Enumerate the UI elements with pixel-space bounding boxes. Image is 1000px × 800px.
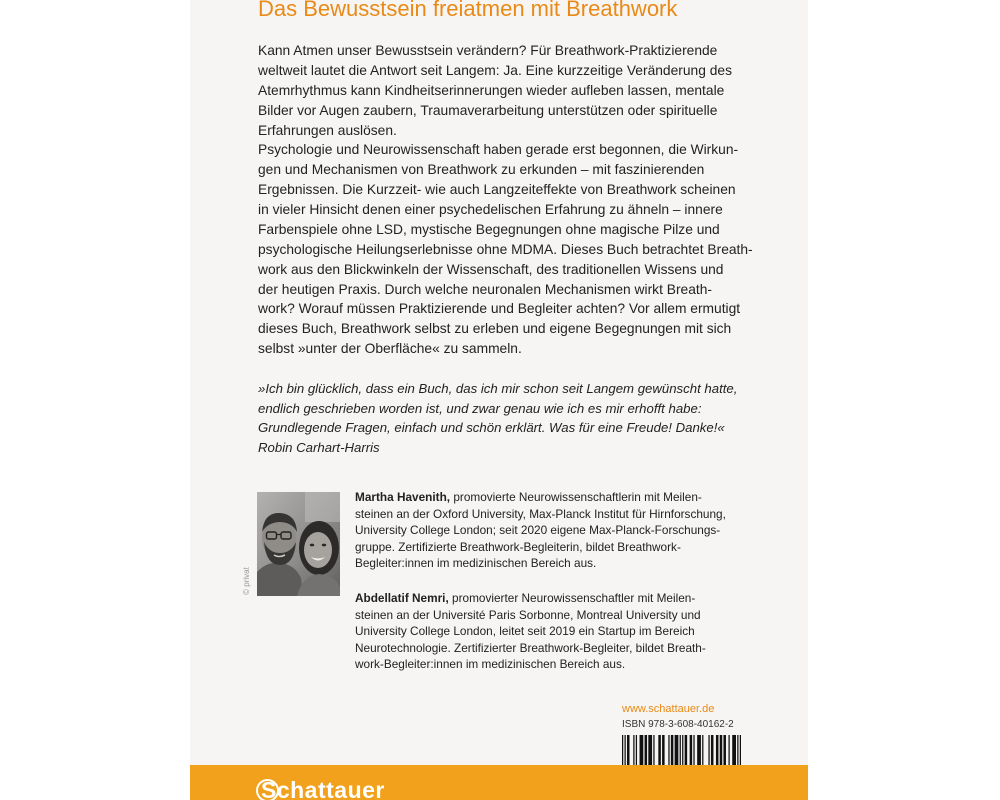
bio-line: Begleiter:innen im medizinischen Bereich aus.	[355, 556, 597, 570]
bio-line: University College London; seit 2020 eigene Max-Planck-Forschungs-	[355, 523, 721, 537]
bio-line: University College London, leitet seit 2019 ein Startup im Bereich	[355, 624, 695, 638]
publisher-website: www.schattauer.de	[622, 703, 715, 715]
description-line: Bilder vor Augen zaubern, Traumaverarbeitung unterstützen oder spirituelle	[258, 102, 718, 118]
barcode-bar	[740, 735, 741, 769]
description-line: psychologische Heilungserlebnisse ohne MDMA. Dieses Buch betrachtet Breath-	[258, 241, 753, 257]
photo-credit: © privat	[242, 567, 251, 595]
description-line: der heutigen Praxis. Durch welche neuronalen Mechanismen wirkt Breath-	[258, 281, 712, 297]
quote-line: endlich geschrieben worden ist, und zwar genau wie ich es mir erhofft habe:	[258, 400, 702, 416]
description-line: work? Worauf müssen Praktizierende und Begleiter achten? Vor allem ermutigt	[258, 301, 741, 317]
author-bio	[355, 590, 706, 673]
description-line: gen und Mechanismen von Breathwork zu erkunden – mit faszinierenden	[258, 162, 705, 178]
barcode-bar	[697, 735, 701, 769]
barcode-bar	[636, 735, 637, 769]
barcode-bar	[737, 735, 738, 769]
book-back-cover	[190, 0, 808, 800]
barcode-bar	[732, 735, 736, 769]
bio-line: steinen an der Université Paris Sorbonne, Montreal University und	[355, 607, 701, 622]
book-description	[258, 41, 753, 359]
barcode-bar	[645, 735, 648, 769]
barcode-bar	[633, 735, 634, 769]
barcode-bar	[720, 735, 723, 769]
book-title: Das Bewusstsein freiatmen mit Breathwork	[258, 0, 678, 21]
barcode-bar	[723, 735, 726, 769]
author-photo	[257, 492, 340, 596]
bio-text: promovierte Neurowissenschaftlerin mit Meilen-	[453, 490, 702, 504]
barcode-bar	[680, 735, 681, 769]
barcode-bar	[685, 735, 688, 769]
bio-line: gruppe. Zertifizierte Breathwork-Begleiterin, bildet Breathwork-	[355, 539, 681, 554]
publisher-logo: Schattauer	[261, 777, 385, 800]
description-line: work aus den Blickwinkeln der Wissenschaft, des traditionellen Wissens und	[258, 261, 724, 277]
barcode-bar	[653, 735, 654, 769]
barcode-bar	[690, 735, 693, 769]
barcode-bar	[682, 735, 683, 769]
author-name: Abdellatif Nemri,	[355, 591, 449, 605]
isbn-number: ISBN 978-3-608-40162-2	[622, 719, 734, 730]
barcode-bar	[702, 735, 703, 769]
description-line: Farbenspiele ohne LSD, mystische Begegnungen ohne magische Pilze und	[258, 221, 720, 237]
description-line: selbst »unter der Oberfläche« zu sammeln.	[258, 341, 522, 357]
quote-author: Robin Carhart-Harris	[258, 440, 380, 456]
description-line: Psychologie und Neurowissenschaft haben gerade erst begonnen, die Wirkun-	[258, 142, 739, 158]
quote-line: Grundlegende Fragen, einfach und schön erklärt. Was für eine Freude! Danke!«	[258, 420, 725, 436]
description-line: Ergebnissen. Die Kurzzeit- wie auch Langzeiteffekte von Breathwork scheinen	[258, 182, 736, 198]
description-line: Atemrhythmus kann Kindheitserinnerungen wieder aufleben lassen, mentale	[258, 82, 725, 98]
description-line: dieses Buch, Breathwork selbst zu erleben und eigene Begegnungen mit sich	[258, 321, 732, 337]
bio-line	[355, 590, 706, 607]
barcode-bar	[711, 735, 714, 769]
barcode	[622, 735, 741, 769]
publisher-band	[190, 765, 808, 800]
barcode-bar	[662, 735, 665, 769]
barcode-bar	[675, 735, 679, 769]
bio-line	[355, 489, 726, 506]
barcode-bar	[640, 735, 644, 769]
author-name: Martha Havenith,	[355, 490, 451, 504]
testimonial-quote	[258, 379, 737, 458]
quote-line: »Ich bin glücklich, dass ein Buch, das ich mir schon seit Langem gewünscht hatte,	[258, 381, 738, 396]
description-line: Kann Atmen unser Bewusstsein verändern? Für Breathwork-Praktizierende	[258, 43, 718, 58]
barcode-bar	[648, 735, 652, 769]
barcode-bar	[622, 735, 623, 769]
author-bio	[355, 489, 726, 572]
barcode-bar	[658, 735, 661, 769]
barcode-bar	[668, 735, 669, 769]
barcode-bar	[625, 735, 626, 769]
barcode-bar	[671, 735, 674, 769]
bio-line: work-Begleiter:innen im medizinischen Bereich aus.	[355, 657, 626, 671]
barcode-bar	[708, 735, 709, 769]
bio-text: promovierter Neurowissenschaftler mit Meilen-	[452, 591, 696, 605]
barcode-bar	[728, 735, 729, 769]
barcode-bar	[693, 735, 694, 769]
bio-line: steinen an der Oxford University, Max-Planck Institut für Hirnforschung,	[355, 506, 726, 521]
barcode-bar	[716, 735, 719, 769]
barcode-bar	[627, 735, 630, 769]
bio-line: Neurotechnologie. Zertifizierter Breathwork-Begleiter, bildet Breath-	[355, 640, 706, 655]
description-line: Erfahrungen auslösen.	[258, 122, 397, 138]
description-line: weltweit lautet die Antwort seit Langem: Ja. Eine kurzzeitige Veränderung des	[258, 62, 732, 78]
description-line: in vieler Hinsicht denen einer psychedelischen Erfahrung zu ähneln – innere	[258, 202, 723, 217]
